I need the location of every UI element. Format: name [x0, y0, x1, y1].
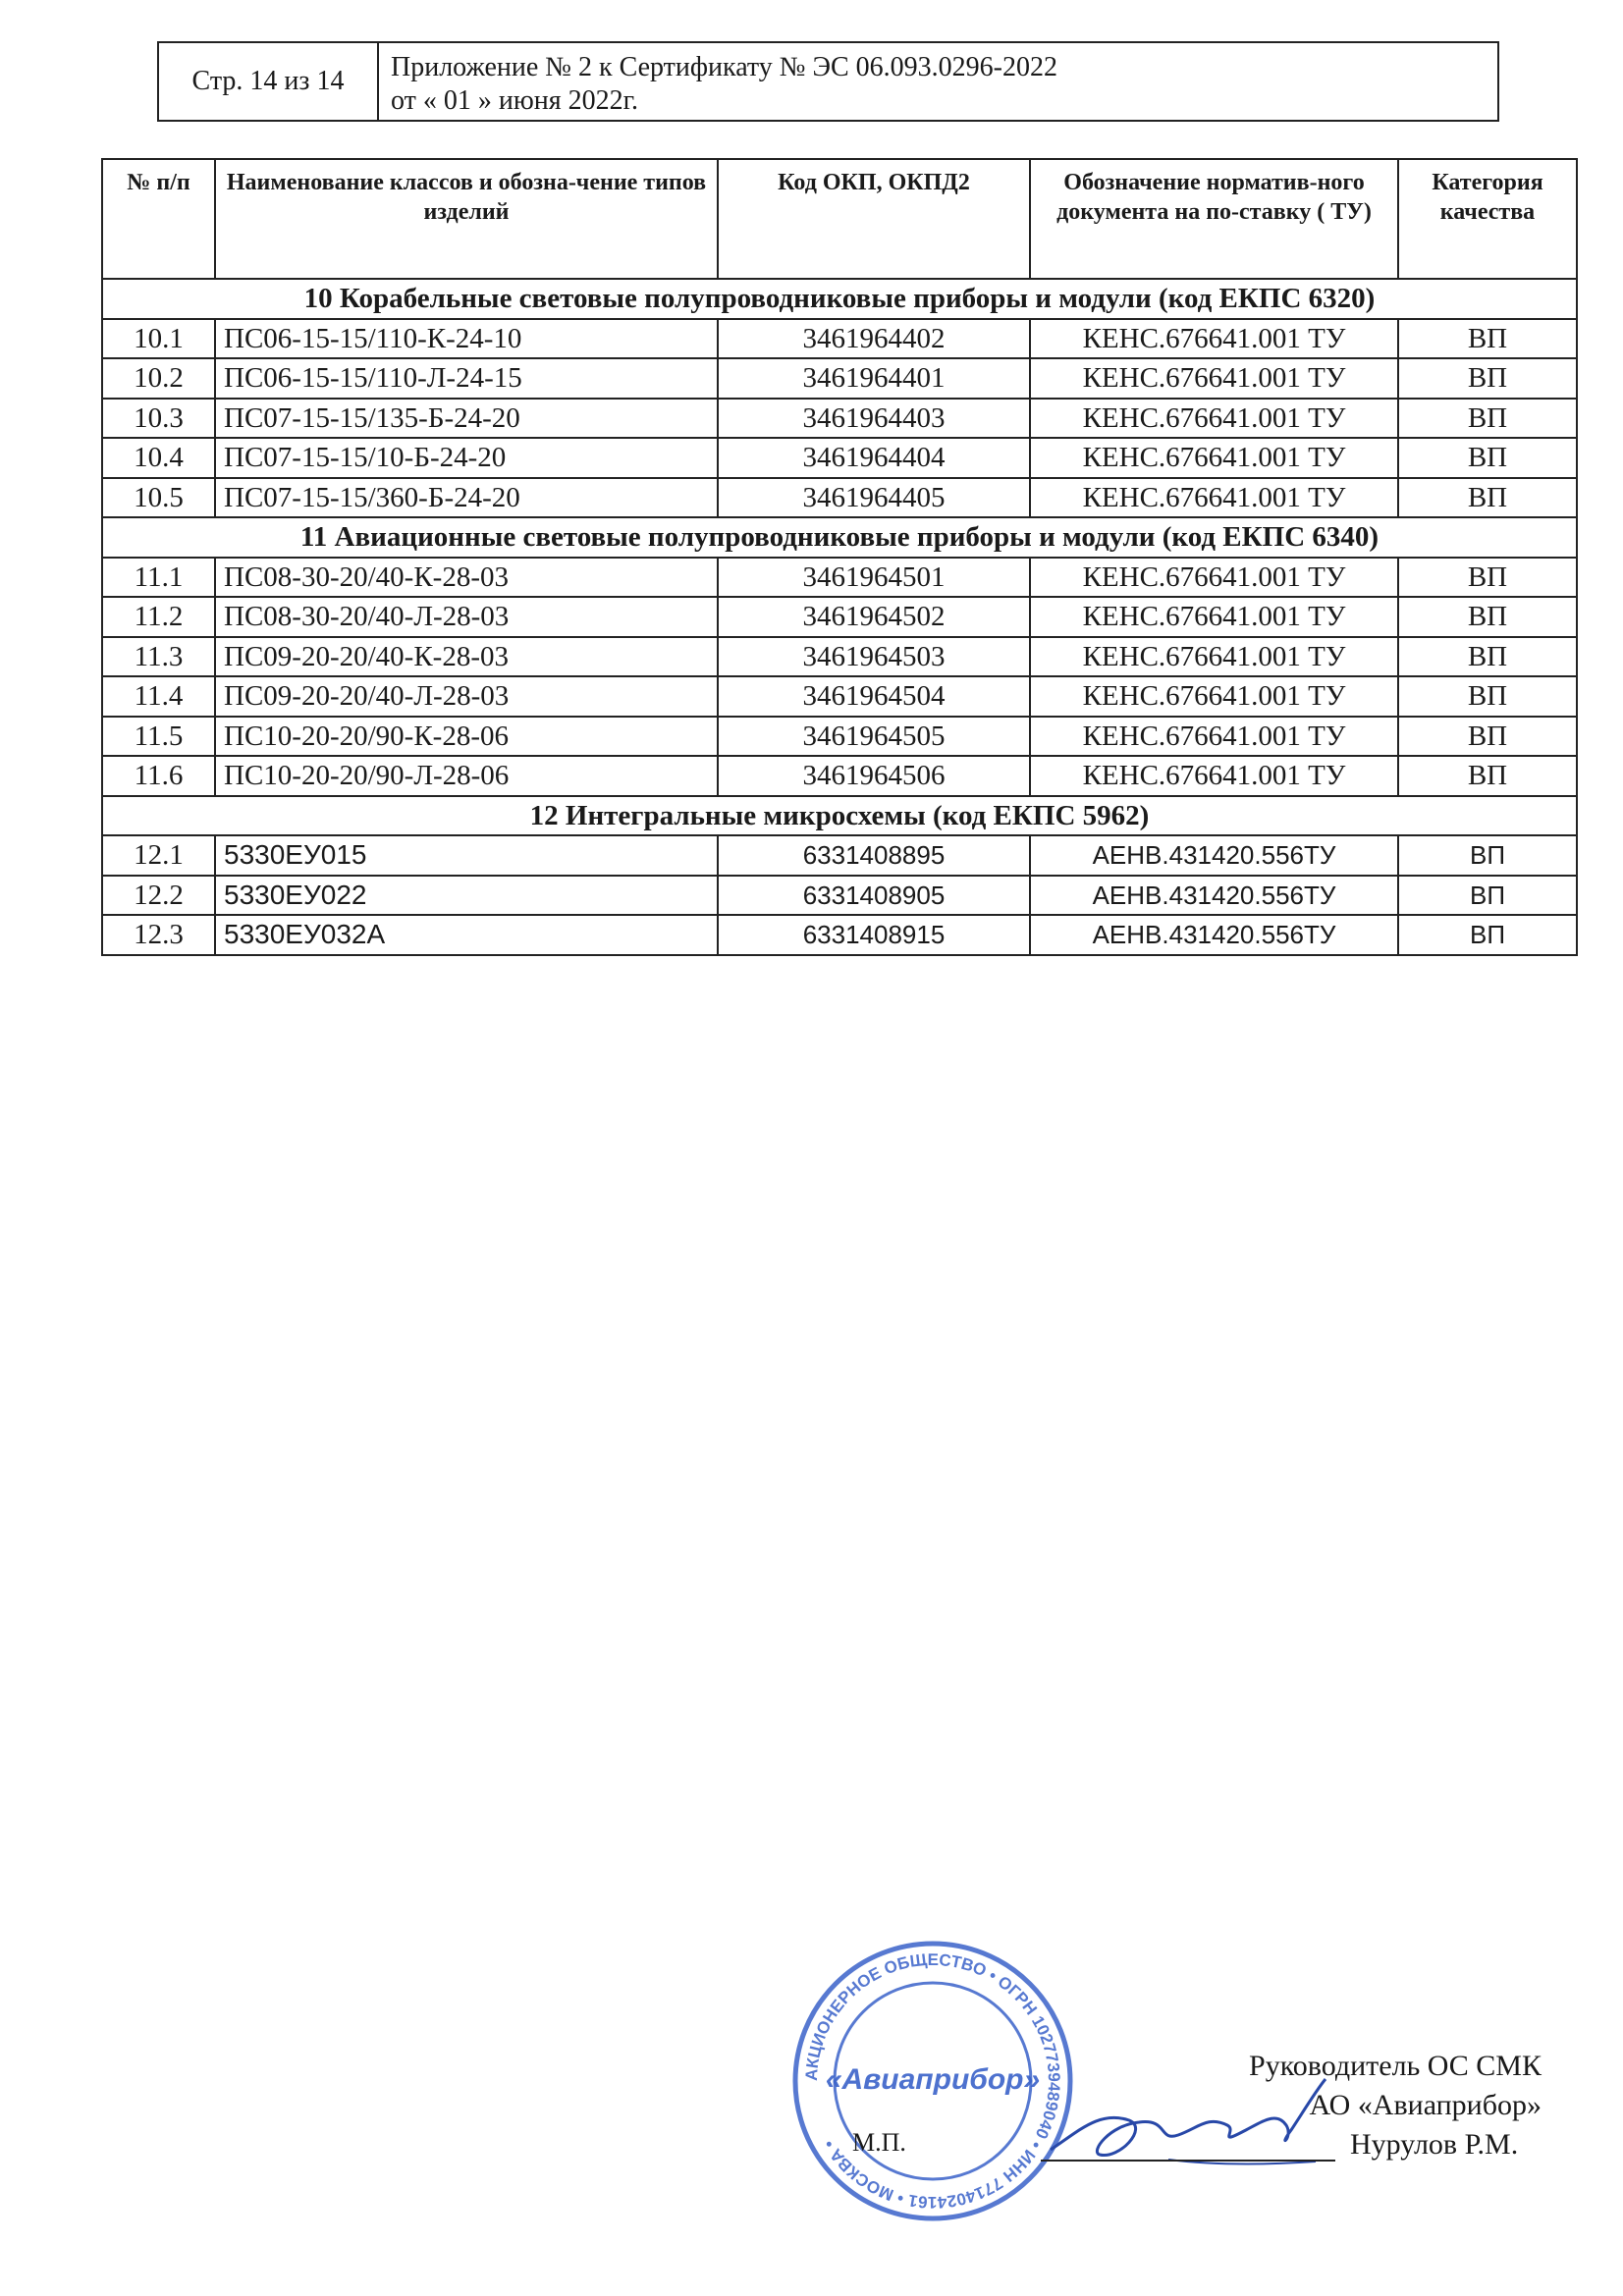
- table-row: [102, 835, 1577, 876]
- product-name: ПС07-15-15/135-Б-24-20: [215, 399, 718, 439]
- row-number: 10.4: [102, 438, 215, 478]
- section-title: 11 Авиационные световые полупроводниковые приборы и модули (код ЕКПС 6340): [102, 517, 1577, 558]
- table-row: [102, 358, 1577, 399]
- okp-code: 3461964402: [718, 319, 1030, 359]
- row-number: 11.3: [102, 637, 215, 677]
- spec-document: КЕНС.676641.001 ТУ: [1030, 358, 1398, 399]
- quality-category: ВП: [1398, 835, 1577, 876]
- products-table: [101, 158, 1578, 956]
- col-header-doc: Обозначение норматив-ного документа на по-ставку ( ТУ): [1030, 159, 1398, 279]
- quality-category: ВП: [1398, 478, 1577, 518]
- product-name: 5330ЕУ015: [215, 835, 718, 876]
- table-row: [102, 597, 1577, 637]
- okp-code: 3461964403: [718, 399, 1030, 439]
- product-name: 5330ЕУ032А: [215, 915, 718, 955]
- quality-category: ВП: [1398, 876, 1577, 916]
- quality-category: ВП: [1398, 676, 1577, 717]
- spec-document: КЕНС.676641.001 ТУ: [1030, 637, 1398, 677]
- table-row: [102, 676, 1577, 717]
- certificate-reference: [379, 43, 1069, 120]
- signatory-position: Руководитель ОС СМК: [1249, 2050, 1542, 2082]
- spec-document: КЕНС.676641.001 ТУ: [1030, 319, 1398, 359]
- spec-document: КЕНС.676641.001 ТУ: [1030, 717, 1398, 757]
- col-header-num: № п/п: [102, 159, 215, 279]
- col-header-code: Код ОКП, ОКПД2: [718, 159, 1030, 279]
- okp-code: 3461964502: [718, 597, 1030, 637]
- spec-document: АЕНВ.431420.556ТУ: [1030, 915, 1398, 955]
- quality-category: ВП: [1398, 915, 1577, 955]
- row-number: 10.1: [102, 319, 215, 359]
- table-row: [102, 876, 1577, 916]
- product-name: ПС07-15-15/10-Б-24-20: [215, 438, 718, 478]
- spec-document: АЕНВ.431420.556ТУ: [1030, 876, 1398, 916]
- table-row: [102, 637, 1577, 677]
- signatory-title: [1159, 2047, 1542, 2125]
- row-number: 11.1: [102, 558, 215, 598]
- section-row: [102, 517, 1577, 558]
- okp-code: 3461964405: [718, 478, 1030, 518]
- okp-code: 3461964506: [718, 756, 1030, 796]
- okp-code: 6331408895: [718, 835, 1030, 876]
- table-body: [102, 279, 1577, 955]
- section-title: 12 Интегральные микросхемы (код ЕКПС 5962): [102, 796, 1577, 836]
- product-name: ПС06-15-15/110-Л-24-15: [215, 358, 718, 399]
- quality-category: ВП: [1398, 597, 1577, 637]
- okp-code: 3461964503: [718, 637, 1030, 677]
- product-name: ПС10-20-20/90-Л-28-06: [215, 756, 718, 796]
- col-header-category: Категория качества: [1398, 159, 1577, 279]
- product-name: 5330ЕУ022: [215, 876, 718, 916]
- document-header-box: [157, 41, 1499, 122]
- col-header-name: Наименование классов и обозна-чение типов изделий: [215, 159, 718, 279]
- okp-code: 3461964505: [718, 717, 1030, 757]
- product-name: ПС06-15-15/110-К-24-10: [215, 319, 718, 359]
- quality-category: ВП: [1398, 558, 1577, 598]
- okp-code: 3461964404: [718, 438, 1030, 478]
- row-number: 12.3: [102, 915, 215, 955]
- section-row: [102, 279, 1577, 319]
- spec-document: КЕНС.676641.001 ТУ: [1030, 558, 1398, 598]
- okp-code: 3461964504: [718, 676, 1030, 717]
- row-number: 11.6: [102, 756, 215, 796]
- signatory-name: Нурулов Р.М.: [1350, 2128, 1519, 2161]
- spec-document: КЕНС.676641.001 ТУ: [1030, 399, 1398, 439]
- signatory-company: АО «Авиаприбор»: [1309, 2089, 1542, 2121]
- section-title: 10 Корабельные световые полупроводниковые приборы и модули (код ЕКПС 6320): [102, 279, 1577, 319]
- quality-category: ВП: [1398, 438, 1577, 478]
- quality-category: ВП: [1398, 319, 1577, 359]
- row-number: 12.1: [102, 835, 215, 876]
- spec-document: АЕНВ.431420.556ТУ: [1030, 835, 1398, 876]
- spec-document: КЕНС.676641.001 ТУ: [1030, 597, 1398, 637]
- row-number: 11.5: [102, 717, 215, 757]
- quality-category: ВП: [1398, 756, 1577, 796]
- product-name: ПС10-20-20/90-К-28-06: [215, 717, 718, 757]
- spec-document: КЕНС.676641.001 ТУ: [1030, 478, 1398, 518]
- row-number: 10.2: [102, 358, 215, 399]
- certificate-reference-line2: от « 01 » июня 2022г.: [391, 85, 638, 116]
- section-row: [102, 796, 1577, 836]
- table-row: [102, 756, 1577, 796]
- product-name: ПС09-20-20/40-Л-28-03: [215, 676, 718, 717]
- quality-category: ВП: [1398, 358, 1577, 399]
- quality-category: ВП: [1398, 637, 1577, 677]
- product-name: ПС07-15-15/360-Б-24-20: [215, 478, 718, 518]
- row-number: 12.2: [102, 876, 215, 916]
- product-name: ПС09-20-20/40-К-28-03: [215, 637, 718, 677]
- quality-category: ВП: [1398, 399, 1577, 439]
- table-header-row: [102, 159, 1577, 279]
- table-row: [102, 717, 1577, 757]
- table-row: [102, 319, 1577, 359]
- okp-code: 6331408905: [718, 876, 1030, 916]
- quality-category: ВП: [1398, 717, 1577, 757]
- table-row: [102, 478, 1577, 518]
- okp-code: 3461964501: [718, 558, 1030, 598]
- row-number: 11.4: [102, 676, 215, 717]
- seal-ring-text: АКЦИОНЕРНОЕ ОБЩЕСТВО • ОГРН 1027739489040 • ИНН 7714024161 • МОСКВА •: [801, 1949, 1064, 2213]
- table-row: [102, 558, 1577, 598]
- spec-document: КЕНС.676641.001 ТУ: [1030, 438, 1398, 478]
- table-row: [102, 399, 1577, 439]
- table-row: [102, 915, 1577, 955]
- row-number: 10.3: [102, 399, 215, 439]
- row-number: 11.2: [102, 597, 215, 637]
- signature-line: [1041, 2160, 1335, 2162]
- certificate-reference-line1: Приложение № 2 к Сертификату № ЭС 06.093.0296-2022: [391, 52, 1057, 82]
- okp-code: 3461964401: [718, 358, 1030, 399]
- okp-code: 6331408915: [718, 915, 1030, 955]
- spec-document: КЕНС.676641.001 ТУ: [1030, 676, 1398, 717]
- product-name: ПС08-30-20/40-К-28-03: [215, 558, 718, 598]
- row-number: 10.5: [102, 478, 215, 518]
- product-name: ПС08-30-20/40-Л-28-03: [215, 597, 718, 637]
- seal-place-label: М.П.: [852, 2128, 906, 2157]
- company-seal: [785, 1934, 1080, 2228]
- table-row: [102, 438, 1577, 478]
- seal-center-text: «Авиаприбор»: [825, 2063, 1041, 2096]
- page-number: Стр. 14 из 14: [159, 43, 379, 120]
- spec-document: КЕНС.676641.001 ТУ: [1030, 756, 1398, 796]
